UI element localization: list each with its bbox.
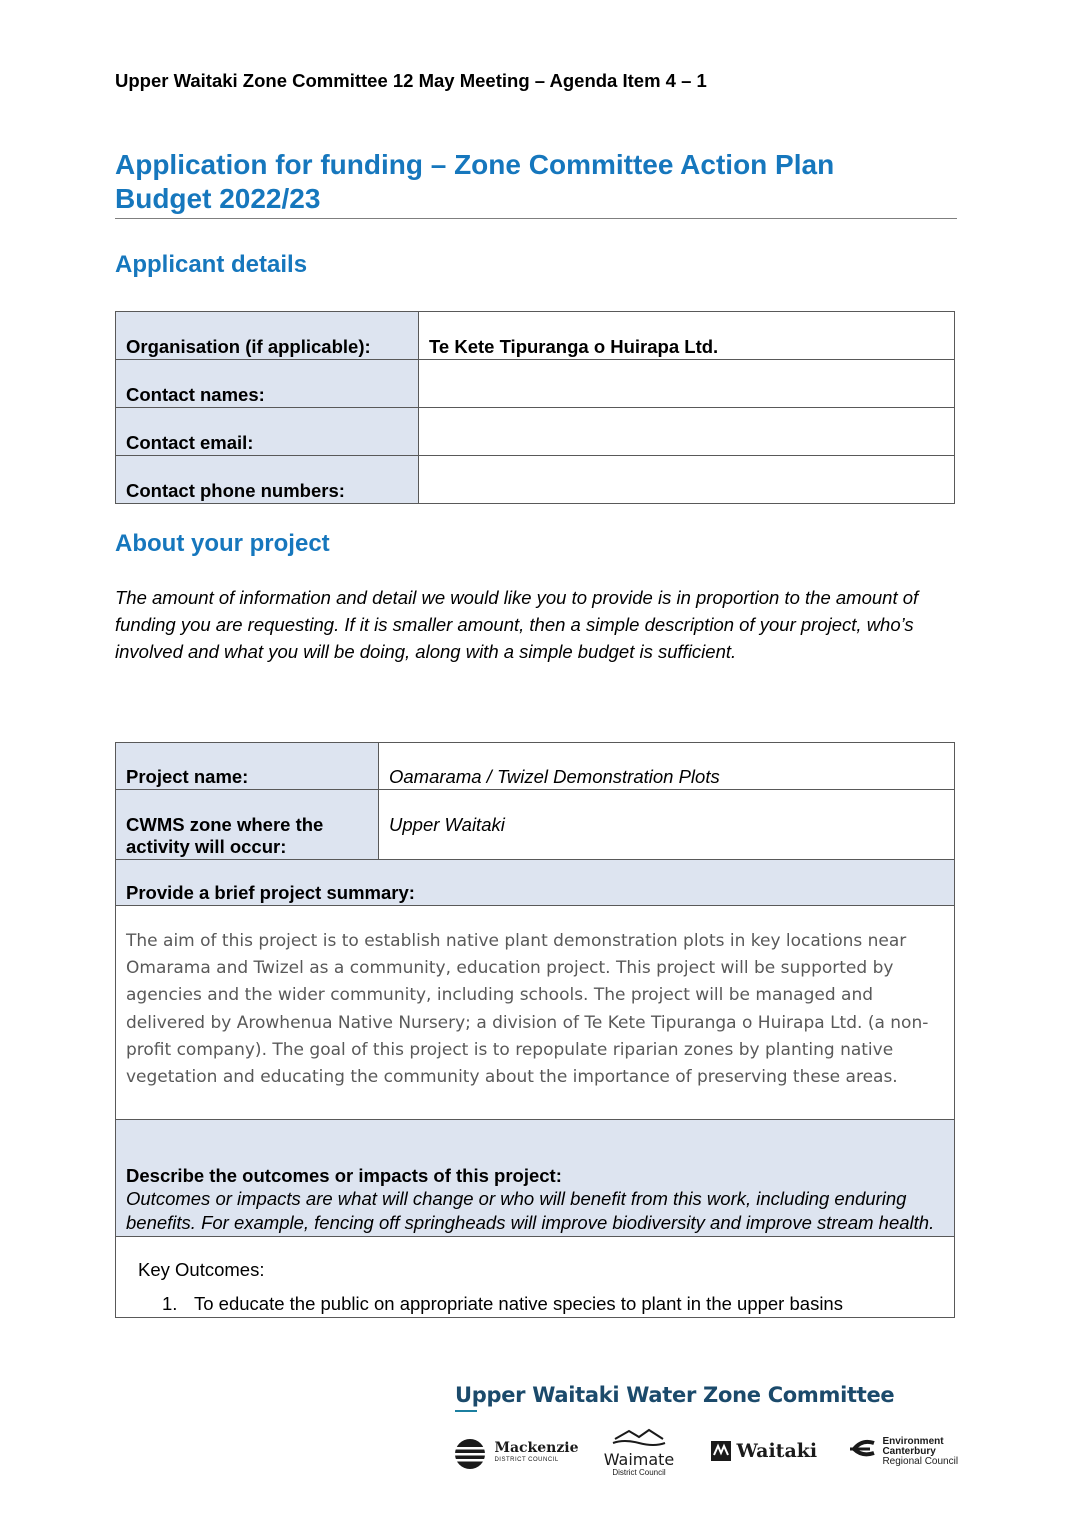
key-outcome-item [138,1293,944,1315]
summary-text-row [116,906,955,1120]
applicant-heading: Applicant details [115,251,308,278]
title-line-2: Budget 2022/23 [115,183,321,214]
applicant-row-contact-names [116,360,955,408]
waitaki-icon [710,1440,732,1462]
outcomes-label-row [116,1120,955,1237]
project-name-label: Project name: [116,743,379,790]
project-table [115,742,955,1318]
project-name-row [116,743,955,790]
outcomes-label: Describe the outcomes or impacts of this project: [126,1164,562,1186]
ecan-logo [848,1437,958,1467]
mackenzie-icon [452,1437,488,1471]
applicant-row-contact-phone [116,456,955,504]
project-heading: About your project [115,530,330,557]
contact-email-label: Contact email: [116,408,419,456]
contact-names-value[interactable] [419,360,955,408]
organisation-label: Organisation (if applicable): [116,312,419,360]
footer-title: Upper Waitaki Water Zone Committee [455,1383,895,1407]
cwms-zone-label: CWMS zone where the activity will occur: [116,790,379,860]
page-title [115,148,960,216]
project-intro: The amount of information and detail we would like you to provide is in proportion to the amount of funding you are requesting. If it is smaller amount, then a simple description of your project, who’s involved and what you will be doing, along with a simple budget is sufficient. [115,587,919,662]
outcomes-cell [116,1120,955,1237]
contact-names-label: Contact names: [116,360,419,408]
summary-label: Provide a brief project summary: [116,860,955,906]
key-outcome-text: To educate the public on appropriate native species to plant in the upper basins [194,1293,843,1314]
contact-phone-label: Contact phone numbers: [116,456,419,504]
page-header: Upper Waitaki Zone Committee 12 May Meeting – Agenda Item 4 – 1 [115,70,707,91]
title-line-1: Application for funding – Zone Committee Action Plan [115,149,835,180]
key-outcomes-row [116,1237,955,1318]
outcomes-description: Outcomes or impacts are what will change or who will benefit from this work, including enduring benefits. For example, fencing off springheads will improve biodiversity and improve stream health. [126,1188,935,1233]
applicant-row-organisation [116,312,955,360]
footer-accent-line [455,1410,477,1412]
mackenzie-name: Mackenzie [494,1440,579,1456]
applicant-row-contact-email [116,408,955,456]
cwms-zone-row [116,790,955,860]
project-name-value[interactable]: Oamarama / Twizel Demonstration Plots [379,743,955,790]
contact-email-value[interactable] [419,408,955,456]
ecan-icon [848,1437,878,1461]
summary-label-row [116,860,955,906]
key-outcomes-label: Key Outcomes: [138,1259,265,1280]
waitaki-logo [710,1440,817,1462]
waimate-logo [598,1427,680,1478]
title-divider [115,218,957,219]
key-outcome-number: 1. [162,1293,178,1314]
key-outcomes-cell[interactable] [116,1237,955,1318]
ecan-line-3: Regional Council [882,1456,959,1467]
ecan-line-1: Environment [882,1436,944,1447]
mackenzie-sub: DISTRICT COUNCIL [494,1457,559,1463]
ecan-line-2: Canterbury [882,1446,936,1457]
waimate-name: Waimate [603,1450,675,1469]
waimate-sub: District Council [612,1468,666,1477]
mackenzie-logo [452,1437,579,1471]
applicant-table [115,311,955,504]
cwms-zone-value[interactable]: Upper Waitaki [379,790,955,860]
waitaki-name: Waitaki [736,1440,818,1462]
contact-phone-value[interactable] [419,456,955,504]
project-summary-text[interactable]: The aim of this project is to establish native plant demonstration plots in key locations near Omarama and Twizel as a community, education project. This project will be supported by agencies and the wider community, including schools. The project will be managed and delivered by Arowhenua Native Nursery; a division of Te Kete Tipuranga o Huirapa Ltd. (a non-profit company). The goal of this project is to repopulate riparian zones by planting native vegetation and educating the community about the importance of preserving these areas. [116,906,955,1120]
organisation-value[interactable]: Te Kete Tipuranga o Huirapa Ltd. [419,312,955,360]
waimate-icon [609,1427,669,1447]
